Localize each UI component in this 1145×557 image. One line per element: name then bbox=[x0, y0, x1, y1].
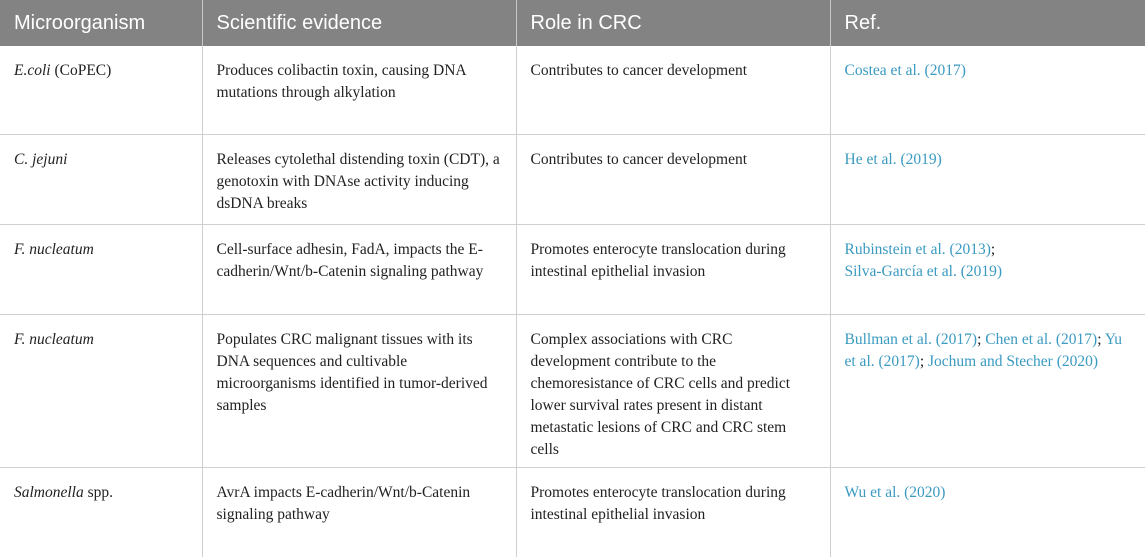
ref-cell bbox=[830, 468, 1145, 557]
ref-cell bbox=[830, 225, 1145, 315]
microorganism-name: F. nucleatum bbox=[14, 241, 94, 258]
ref-link[interactable]: Bullman et al. (2017) bbox=[845, 331, 978, 348]
ref-cell bbox=[830, 315, 1145, 468]
header-row bbox=[0, 0, 1145, 46]
microorganism-cell bbox=[0, 315, 202, 468]
header-role-in-crc: Role in CRC bbox=[516, 0, 830, 46]
table-row bbox=[0, 468, 1145, 557]
ref-link[interactable]: Costea et al. (2017) bbox=[845, 62, 966, 79]
microorganism-name: Salmonella bbox=[14, 484, 84, 501]
table-row bbox=[0, 135, 1145, 225]
role-cell: Promotes enterocyte translocation during intestinal epithelial invasion bbox=[516, 225, 830, 315]
role-cell: Contributes to cancer development bbox=[516, 46, 830, 135]
microorganism-name: C. jejuni bbox=[14, 151, 67, 168]
header-microorganism: Microorganism bbox=[0, 0, 202, 46]
ref-link[interactable]: Silva-García et al. (2019) bbox=[845, 263, 1003, 280]
evidence-cell: Populates CRC malignant tissues with its DNA sequences and cultivable microorganisms identified in tumor-derived samples bbox=[202, 315, 516, 468]
table-body bbox=[0, 46, 1145, 557]
header-ref: Ref. bbox=[830, 0, 1145, 46]
table-row bbox=[0, 46, 1145, 135]
ref-separator: ; bbox=[920, 353, 928, 370]
microorganism-qualifier: (CoPEC) bbox=[51, 62, 112, 79]
evidence-cell: Cell-surface adhesin, FadA, impacts the E-cadherin/Wnt/b-Catenin signaling pathway bbox=[202, 225, 516, 315]
role-cell: Complex associations with CRC development contribute to the chemoresistance of CRC cells and predict lower survival rates present in distant metastatic lesions of CRC and CRC stem cells bbox=[516, 315, 830, 468]
microorganism-cell bbox=[0, 135, 202, 225]
ref-link[interactable]: Rubinstein et al. (2013) bbox=[845, 241, 991, 258]
microorganism-cell bbox=[0, 225, 202, 315]
role-cell: Promotes enterocyte translocation during intestinal epithelial invasion bbox=[516, 468, 830, 557]
header-scientific-evidence: Scientific evidence bbox=[202, 0, 516, 46]
table-header bbox=[0, 0, 1145, 46]
ref-link[interactable]: Wu et al. (2020) bbox=[845, 484, 946, 501]
ref-separator: ; bbox=[991, 241, 995, 258]
microorganism-name: E.coli bbox=[14, 62, 51, 79]
microorganism-cell bbox=[0, 46, 202, 135]
evidence-cell: Releases cytolethal distending toxin (CDT), a genotoxin with DNAse activity inducing dsDNA breaks bbox=[202, 135, 516, 225]
ref-cell bbox=[830, 135, 1145, 225]
ref-separator: ; bbox=[1097, 331, 1105, 348]
ref-link[interactable]: Jochum and Stecher (2020) bbox=[928, 353, 1098, 370]
microorganism-qualifier: spp. bbox=[84, 484, 113, 501]
evidence-cell: Produces colibactin toxin, causing DNA mutations through alkylation bbox=[202, 46, 516, 135]
ref-link[interactable]: He et al. (2019) bbox=[845, 151, 942, 168]
table-row bbox=[0, 225, 1145, 315]
ref-cell bbox=[830, 46, 1145, 135]
microorganism-name: F. nucleatum bbox=[14, 331, 94, 348]
ref-separator: ; bbox=[977, 331, 985, 348]
role-cell: Contributes to cancer development bbox=[516, 135, 830, 225]
ref-link[interactable]: Yu et al. (2017) bbox=[845, 331, 1123, 370]
evidence-cell: AvrA impacts E-cadherin/Wnt/b-Catenin signaling pathway bbox=[202, 468, 516, 557]
table-row bbox=[0, 315, 1145, 468]
ref-link[interactable]: Chen et al. (2017) bbox=[985, 331, 1097, 348]
microorganism-cell bbox=[0, 468, 202, 557]
